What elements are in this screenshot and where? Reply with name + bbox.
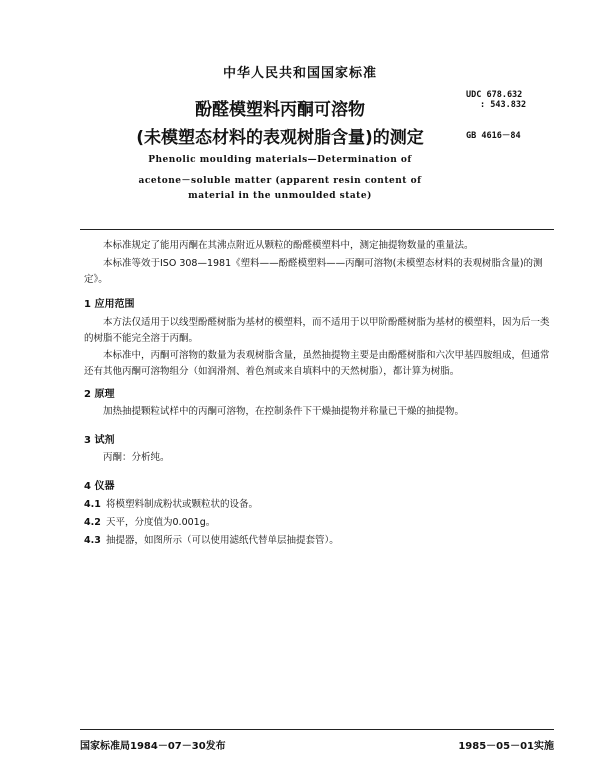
gb-number: GB 4616－84: [466, 131, 521, 141]
section-1-title: 1 应用范围: [84, 299, 135, 310]
list-item-number: 4.3: [84, 535, 101, 546]
list-item-number: 4.2: [84, 517, 101, 528]
udc-line-1: UDC 678.632: [466, 90, 523, 100]
english-title-line-2: acetone－soluble matter (apparent resin content of: [138, 176, 422, 186]
section-3-paragraph: 丙酮：分析纯。: [103, 452, 170, 463]
intro-paragraph-1: 本标准规定了能用丙酮在其沸点附近从颗粒的酚醛模塑料中，测定抽提物数量的重量法。: [103, 240, 474, 251]
footer-divider: [80, 729, 554, 730]
intro-paragraph-2: 本标准等效于ISO 308—1981《塑料——酚醛模塑料——丙酮可溶物(未模塑态材料的表观树脂含量)的测定》。: [84, 258, 543, 285]
issue-date: 国家标准局1984－07－30发布: [80, 741, 226, 752]
list-item-text: 抽提器，如图所示（可以使用滤纸代替单层抽提套管）。: [106, 535, 339, 546]
document-title-line-2: (未模塑态材料的表观树脂含量)的测定: [136, 128, 424, 148]
list-item: [84, 514, 215, 528]
section-3-title: 3 试剂: [84, 435, 115, 446]
list-item: [84, 496, 258, 510]
section-4-title: 4 仪器: [84, 481, 115, 492]
national-standard-heading: 中华人民共和国国家标准: [222, 66, 377, 81]
english-title-line-3: material in the unmoulded state): [188, 191, 372, 201]
document-title-line-1: 酚醛模塑料丙酮可溶物: [195, 100, 365, 120]
section-1-paragraph-1: 本方法仅适用于以线型酚醛树脂为基材的模塑料，而不适用于以甲阶酚醛树脂为基材的模塑料，因为后一类的树脂不能完全溶于丙酮。: [84, 317, 550, 344]
english-title-line-1: Phenolic moulding materials—Determination of: [148, 155, 412, 165]
udc-line-2: : 543.832: [480, 100, 527, 110]
list-item-text: 天平，分度值为0.001g。: [106, 517, 216, 528]
list-item-text: 将模塑料制成粉状或颗粒状的设备。: [106, 499, 259, 510]
section-2-title: 2 原理: [84, 389, 115, 400]
udc-code: [466, 90, 526, 110]
list-item-number: 4.1: [84, 499, 101, 510]
header-divider: [80, 229, 554, 230]
effective-date: 1985－05－01实施: [458, 741, 554, 752]
section-1-paragraph-2: 本标准中，丙酮可溶物的数量为表观树脂含量，虽然抽提物主要是由酚醛树脂和六次甲基四胺组成，但通常还有其他丙酮可溶物组分（如润滑剂、着色剂或来自填料中的天然树脂），都计算为树脂。: [84, 350, 550, 377]
list-item: [84, 532, 339, 546]
section-2-paragraph: 加热抽提颗粒试样中的丙酮可溶物，在控制条件下干燥抽提物并称量已干燥的抽提物。: [103, 406, 465, 417]
